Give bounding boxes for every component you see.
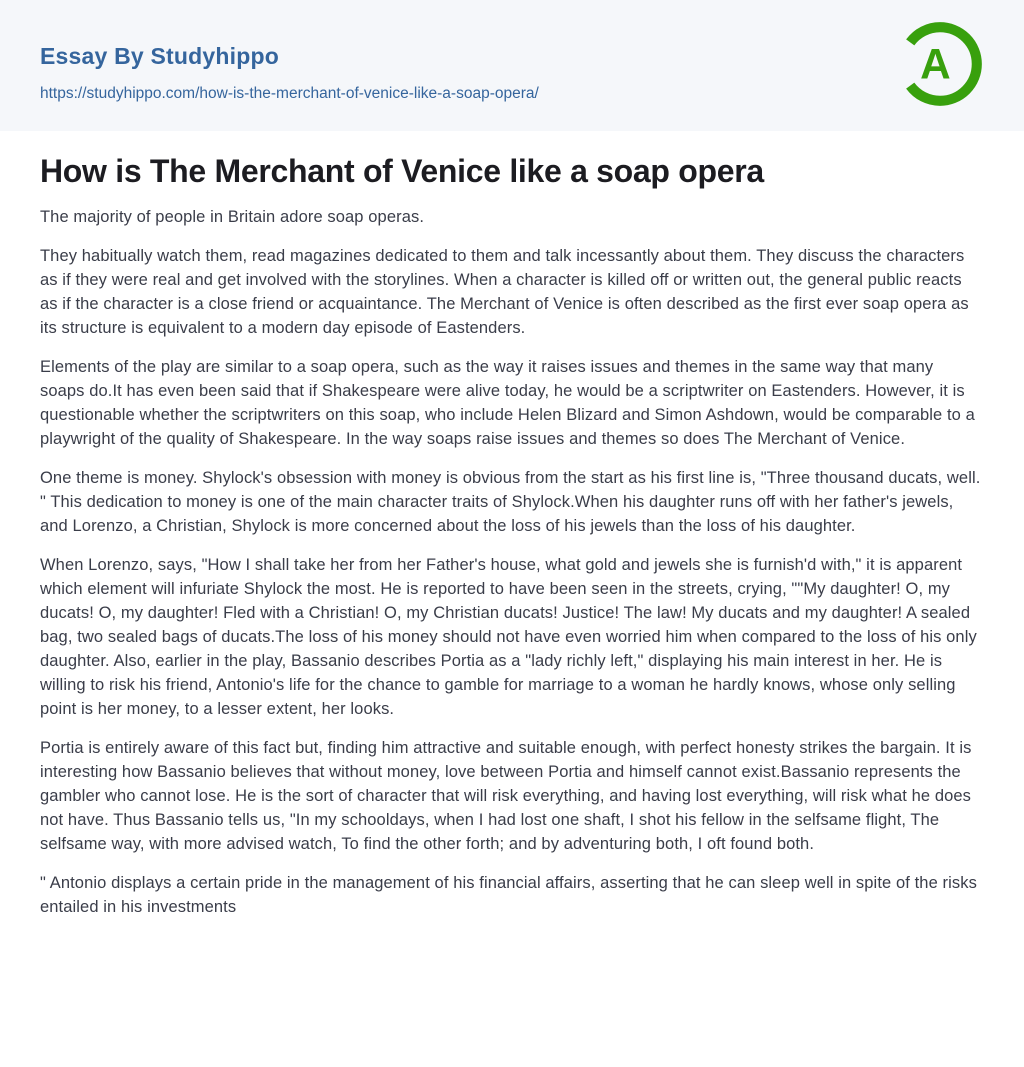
essay-paragraph: When Lorenzo, says, "How I shall take her from her Father's house, what gold and jewels she is furnish'd with," it is apparent which element will infuriate Shylock the most. He is reported to have been seen in the streets, crying, ""My daughter! O, my ducats! O, my daughter! Fled with a Christian! O, my Christian ducats! Justice! The law! My ducats and my daughter! A sealed bag, two sealed bags of ducats.The loss of his money should not have even worried him when compared to the loss of his only daughter. Also, earlier in the play, Bassanio describes Portia as a "lady richly left," displaying his main interest in her. He is willing to risk his friend, Antonio's life for the chance to gamble for marriage to a woman he hardly knows, whose only selling point is her money, to a lesser extent, her looks. [40, 556, 977, 718]
essay-paragraph: They habitually watch them, read magazines dedicated to them and talk incessantly about them. They discuss the characters as if they were real and get involved with the storylines. When a character is killed off or written out, the general public reacts as if the character is a close friend or acquaintance. The Merchant of Venice is often described as the first ever soap opera as its structure is equivalent to a modern day episode of Eastenders. [40, 247, 969, 337]
essay-paragraph: One theme is money. Shylock's obsession with money is obvious from the start as his first line is, "Three thousand ducats, well. " This dedication to money is one of the main character traits of Shylock.When his daughter runs off with her father's jewels, and Lorenzo, a Christian, Shylock is more concerned about the loss of his jewels than the loss of his daughter. [40, 469, 981, 535]
essay-body [0, 131, 1024, 959]
page-header [0, 0, 1024, 131]
essay-title: How is The Merchant of Venice like a soap opera [40, 153, 764, 189]
essay-paragraph: Portia is entirely aware of this fact but, finding him attractive and suitable enough, with perfect honesty strikes the bargain. It is interesting how Bassanio believes that without money, love between Portia and himself cannot exist.Bassanio represents the gambler who cannot lose. He is the sort of character that will risk everything, and having lost everything, will risk what he does not have. Thus Bassanio tells us, "In my schooldays, when I had lost one shaft, I shot his fellow in the selfsame flight, The selfsame way, with more advised watch, To find the other forth; and by adventuring both, I oft found both. [40, 739, 972, 853]
essay-url-link[interactable]: https://studyhippo.com/how-is-the-merchant-of-venice-like-a-soap-opera/ [40, 85, 539, 102]
essay-paragraph: " Antonio displays a certain pride in the management of his financial affairs, asserting that he can sleep well in spite of the risks entailed in his investments [40, 874, 977, 916]
logo-letter: A [920, 40, 951, 88]
essay-paragraph: The majority of people in Britain adore soap operas. [40, 208, 424, 226]
studyhippo-logo [894, 18, 986, 110]
site-label: Essay By Studyhippo [40, 43, 279, 69]
essay-paragraph: Elements of the play are similar to a soap opera, such as the way it raises issues and themes in the same way that many soaps do.It has even been said that if Shakespeare were alive today, he would be a scriptwriter on Eastenders. However, it is questionable whether the scriptwriters on this soap, who include Helen Blizard and Simon Ashdown, would be comparable to a playwright of the quality of Shakespeare. In the way soaps raise issues and themes so does The Merchant of Venice. [40, 358, 975, 448]
